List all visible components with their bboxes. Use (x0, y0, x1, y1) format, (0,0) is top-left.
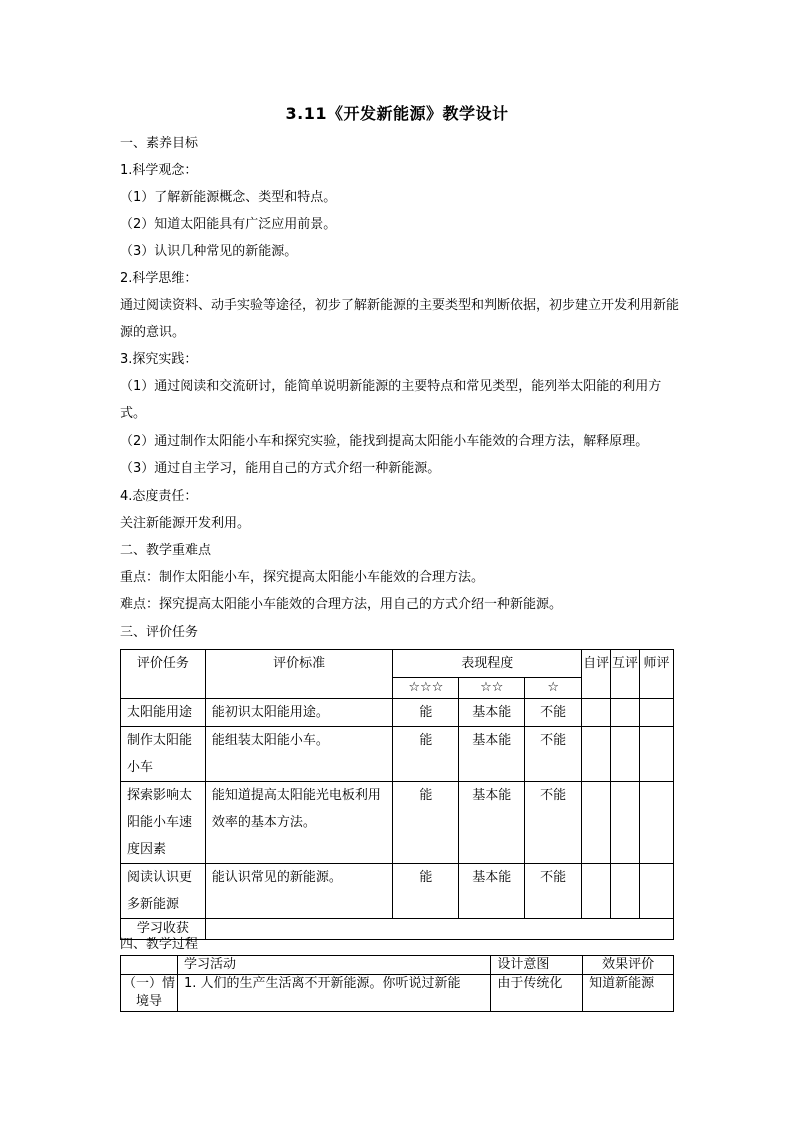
row-peer-cell (611, 864, 640, 919)
header-stage-cell (121, 956, 178, 975)
process-intent: 由于传统化 (491, 975, 583, 1012)
row-standard: 能组装太阳能小车。 (205, 727, 393, 782)
header-peer: 互评 (611, 650, 640, 699)
header-self: 自评 (582, 650, 611, 699)
row-level-1: 不能 (525, 699, 582, 727)
row-self-cell (582, 727, 611, 782)
row-level-2: 基本能 (459, 699, 525, 727)
row-peer-cell (611, 727, 640, 782)
row-teacher-cell (640, 727, 674, 782)
row-standard: 能初识太阳能用途。 (205, 699, 393, 727)
row-standard: 能知道提高太阳能光电板利用效率的基本方法。 (205, 782, 393, 864)
header-intent: 设计意图 (491, 956, 583, 975)
difficult-point-text: 难点：探究提高太阳能小车能效的合理方法，用自己的方式介绍一种新能源。 (120, 597, 563, 612)
header-task: 评价任务 (121, 650, 206, 699)
row-level-1: 不能 (525, 727, 582, 782)
row-level-3: 能 (393, 782, 459, 864)
row-level-2: 基本能 (459, 727, 525, 782)
page-title: 3.11《开发新能源》教学设计 (285, 104, 509, 123)
row-self-cell (582, 864, 611, 919)
table-row (121, 699, 674, 727)
row-level-3: 能 (393, 699, 459, 727)
evaluation-table (120, 649, 674, 940)
row-level-3: 能 (393, 864, 459, 919)
table-row (121, 864, 674, 919)
thinking-label: 2.科学思维： (120, 271, 198, 286)
row-level-3: 能 (393, 727, 459, 782)
process-stage: （一）情境导 (121, 975, 178, 1012)
table-row (121, 727, 674, 782)
row-task: 制作太阳能小车 (121, 727, 206, 782)
section-heading-key-points: 二、教学重难点 (120, 543, 212, 558)
process-table (120, 955, 674, 1012)
concept-item-3: （3）认识几种常见的新能源。 (120, 244, 298, 259)
header-one-star: ☆ (525, 678, 582, 699)
process-activity: 1. 人们的生产生活离不开新能源。你听说过新能 (177, 975, 490, 1012)
header-two-star: ☆☆ (459, 678, 525, 699)
section-heading-goals: 一、素养目标 (120, 136, 199, 151)
attitude-label: 4.态度责任： (120, 489, 198, 504)
row-level-2: 基本能 (459, 782, 525, 864)
process-header-row (121, 956, 674, 975)
process-evaluation: 知道新能源 (583, 975, 674, 1012)
row-peer-cell (611, 699, 640, 727)
row-teacher-cell (640, 782, 674, 864)
practice-item-3: （3）通过自主学习，能用自己的方式介绍一种新能源。 (120, 461, 441, 476)
header-activity: 学习活动 (177, 956, 490, 975)
row-teacher-cell (640, 699, 674, 727)
row-level-1: 不能 (525, 864, 582, 919)
row-level-2: 基本能 (459, 864, 525, 919)
row-task: 太阳能用途 (121, 699, 206, 727)
header-teacher: 师评 (640, 650, 674, 699)
practice-item-2: （2）通过制作太阳能小车和探究实验，能找到提高太阳能小车能效的合理方法，解释原理。 (120, 434, 649, 449)
section-heading-evaluation: 三、评价任务 (120, 625, 199, 640)
row-task: 阅读认识更多新能源 (121, 864, 206, 919)
concept-item-2: （2）知道太阳能具有广泛应用前景。 (120, 217, 337, 232)
harvest-label: 学习收获 (121, 919, 206, 940)
row-teacher-cell (640, 864, 674, 919)
thinking-text: 通过阅读资料、动手实验等途径，初步了解新能源的主要类型和判断依据，初步建立开发利用新能源的意识。 (120, 298, 680, 340)
header-three-star: ☆☆☆ (393, 678, 459, 699)
row-task: 探索影响太阳能小车速度因素 (121, 782, 206, 864)
table-header-row (121, 650, 674, 678)
header-level: 表现程度 (393, 650, 582, 678)
section-heading-process: 四、教学过程 (120, 937, 199, 952)
attitude-text: 关注新能源开发利用。 (120, 516, 251, 531)
table-row (121, 975, 674, 1012)
concept-label: 1.科学观念： (120, 163, 198, 178)
row-self-cell (582, 699, 611, 727)
concept-item-1: （1）了解新能源概念、类型和特点。 (120, 190, 337, 205)
row-self-cell (582, 782, 611, 864)
header-evaluation: 效果评价 (583, 956, 674, 975)
row-level-1: 不能 (525, 782, 582, 864)
table-row (121, 782, 674, 864)
practice-label: 3.探究实践： (120, 352, 198, 367)
row-standard: 能认识常见的新能源。 (205, 864, 393, 919)
row-peer-cell (611, 782, 640, 864)
header-standard: 评价标准 (205, 650, 393, 699)
key-point-text: 重点：制作太阳能小车，探究提高太阳能小车能效的合理方法。 (120, 570, 485, 585)
practice-item-1: （1）通过阅读和交流研讨，能简单说明新能源的主要特点和常见类型，能列举太阳能的利用方式。 (120, 379, 662, 421)
